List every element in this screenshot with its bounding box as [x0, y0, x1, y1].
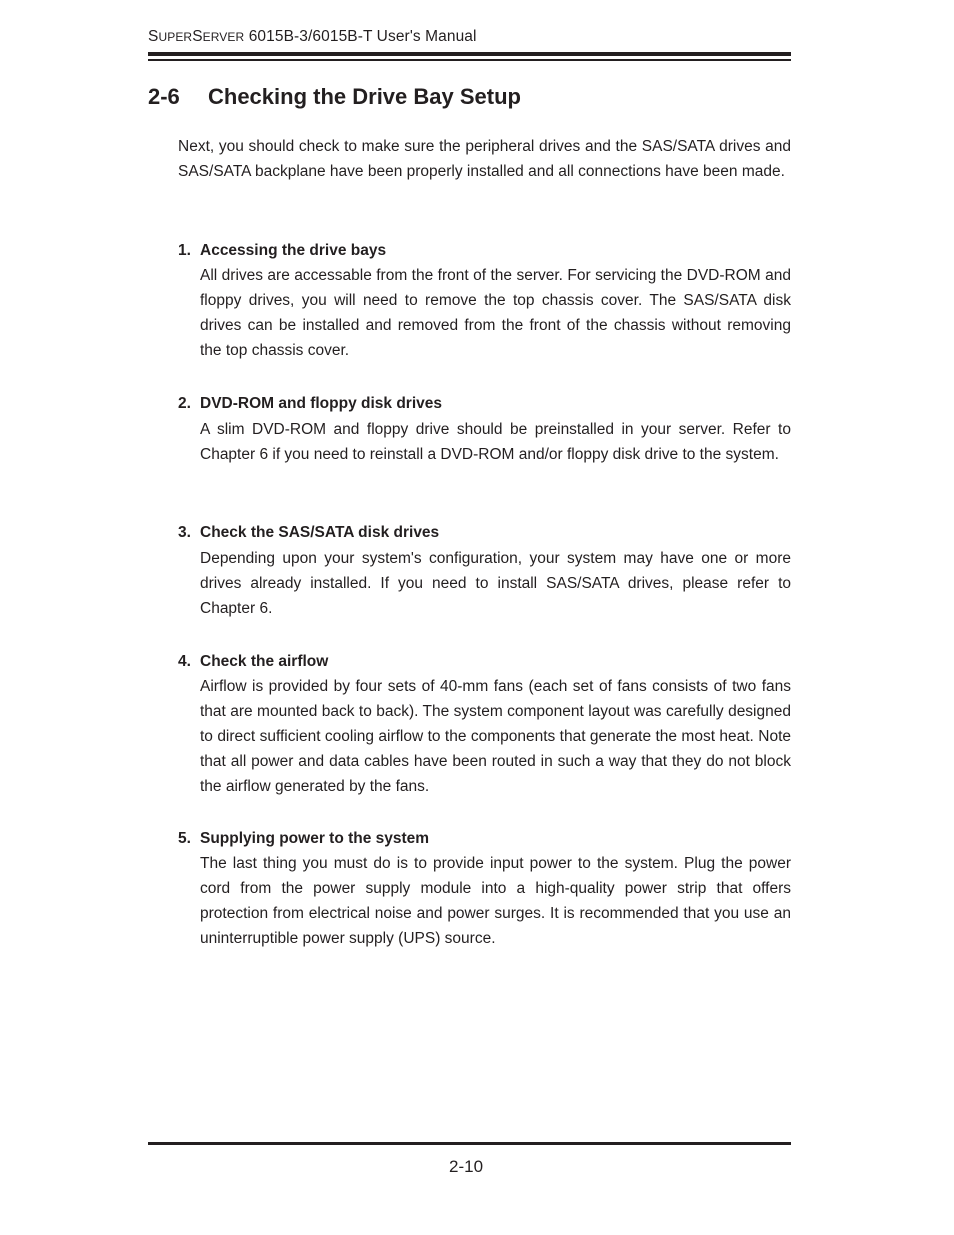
item-3-heading: [178, 520, 439, 545]
item-2-number: 2.: [178, 395, 191, 412]
item-1-body: All drives are accessable from the front of the server. For servicing the DVD-ROM and floppy drives, you will need to remove the top chassis cover. The SAS/SATA disk drives can be installed and removed from the front of the chassis without removing the top chassis cover.: [200, 267, 791, 359]
header-initial-s2: S: [192, 28, 203, 45]
item-4-body: Airflow is provided by four sets of 40-mm fans (each set of fans consists of two fans that are mounted back to back). The system component layout was carefully designed to direct sufficient cooling airflow to the components that generate the most heat. Note that all power and data cables have been routed in such a way that they do not block the airflow generated by the fans.: [200, 678, 791, 795]
item-4-heading: [178, 649, 328, 674]
header-rule-thin: [148, 59, 791, 61]
section-number: 2-6: [148, 84, 180, 109]
intro-paragraph: Next, you should check to make sure the peripheral drives and the SAS/SATA drives and SAS/SATA backplane have been properly installed and all connections have been made.: [178, 138, 791, 180]
item-4-heading-text: Check the airflow: [200, 653, 329, 670]
item-5-body: The last thing you must do is to provide input power to the system. Plug the power cord from the power supply module into a high-quality power strip that offers protection from electrical noise and power surges. It is recommended that you use an uninterruptible power supply (UPS) source.: [200, 855, 791, 947]
item-2-heading-text: DVD-ROM and floppy disk drives: [200, 395, 443, 412]
running-header: [148, 28, 477, 46]
item-4-number: 4.: [178, 653, 191, 670]
item-1-heading: [178, 238, 386, 263]
item-2-body: A slim DVD-ROM and floppy drive should be preinstalled in your server. Refer to Chapter 6 if you need to reinstall a DVD-ROM and/or floppy disk drive to the system.: [200, 421, 791, 463]
item-5-heading: [178, 826, 429, 851]
item-3-number: 3.: [178, 524, 191, 541]
header-smallcaps-1: UPER: [158, 30, 193, 44]
item-1-number: 1.: [178, 242, 191, 259]
footer-rule: [148, 1142, 791, 1145]
header-rule-thick: [148, 52, 791, 56]
item-3-heading-text: Check the SAS/SATA disk drives: [200, 524, 440, 541]
section-title-text: Checking the Drive Bay Setup: [208, 84, 521, 109]
item-5-heading-text: Supplying power to the system: [200, 830, 430, 847]
section-heading: [148, 84, 521, 110]
item-2-heading: [178, 391, 442, 416]
item-1-heading-text: Accessing the drive bays: [200, 242, 387, 259]
header-initial-s1: S: [148, 28, 159, 45]
item-5-number: 5.: [178, 830, 191, 847]
item-3-body: Depending upon your system's configuration, your system may have one or more drives already installed. If you need to install SAS/SATA drives, please refer to Chapter 6.: [200, 550, 791, 617]
header-smallcaps-2: ERVER: [202, 30, 245, 44]
header-title-rest: 6015B-3/6015B-T User's Manual: [244, 28, 477, 45]
page-number: 2-10: [449, 1157, 484, 1176]
